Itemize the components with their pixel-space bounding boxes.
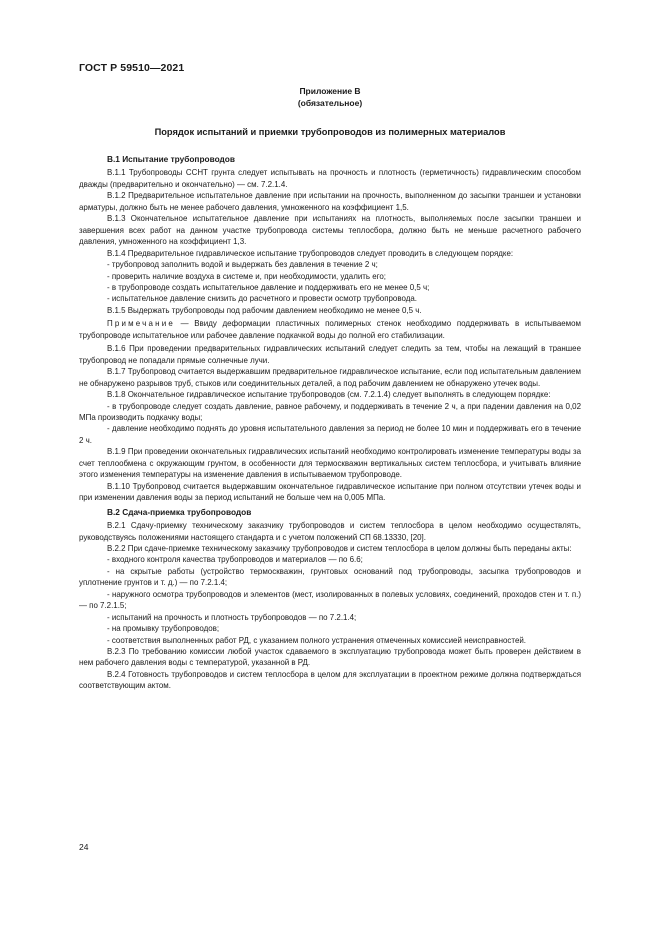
- clause-paragraph: В.2.3 По требованию комиссии любой участок сдаваемого в эксплуатацию трубопровода может быть проверен действием в нем рабочего давления воды с температурой, указанной в РД.: [79, 647, 581, 668]
- appendix-status: (обязательное): [297, 97, 363, 108]
- list-item: - испытаний на прочность и плотность трубопроводов — по 7.2.1.4;: [107, 612, 357, 622]
- list-item: - проверить наличие воздуха в системе и, при необходимости, удалить его;: [107, 271, 386, 281]
- note-label: Примечание: [107, 319, 175, 329]
- clause-paragraph: В.2.4 Готовность трубопроводов и систем теплосбора в целом для эксплуатации в проектном режиме должна подтверждаться соответствующим актом.: [79, 669, 581, 691]
- list-item: - на промывку трубопроводов;: [107, 624, 220, 634]
- list-item: - соответствия выполненных работ РД, с указанием полного устранения отмеченных комиссией неисправностей.: [107, 635, 527, 645]
- clause-paragraph: В.1.7 Трубопровод считается выдержавшим предварительное гидравлическое испытание, если под испытательным давлением не обнаружено разрывов труб, стыков или соединительных деталей, а под рабочим давлением не обнаружено утечек воды.: [79, 367, 581, 388]
- clause-paragraph: В.2.1 Сдачу-приемку техническому заказчику трубопроводов и систем теплосбора в целом необходимо осуществлять, руководствуясь положениями настоящего стандарта и с учетом положений СП 68.13330, [20].: [79, 521, 581, 542]
- sections-container: [79, 154, 581, 692]
- list-item: - на скрытые работы (устройство термоскважин, грунтовых оснований под трубопроводы, засыпка трубопроводов и уплотнение грунтов и т. д.) — по 7.2.1.4;: [79, 566, 581, 588]
- clause-paragraph: В.1.6 При проведении предварительных гидравлических испытаний следует следить за тем, чтобы на лежащий в траншее трубопровод не попадали прямые солнечные лучи.: [79, 344, 581, 365]
- list-item: - наружного осмотра трубопроводов и элементов (мест, изолированных в полевых условиях, соединений, проходов стен и т. п.) — по 7.2.1.5;: [79, 589, 581, 611]
- clause-paragraph: В.1.8 Окончательное гидравлическое испытание трубопроводов (см. 7.2.1.4) следует выполнять в следующем порядке:: [107, 390, 551, 400]
- list-item: - испытательное давление снизить до расчетного и провести осмотр трубопровода.: [107, 294, 417, 304]
- section-heading: В.1 Испытание трубопроводов: [107, 154, 235, 164]
- standard-code: ГОСТ Р 59510—2021: [79, 62, 185, 74]
- page-number: 24: [79, 842, 89, 852]
- clause-paragraph: В.1.2 Предварительное испытательное давление при испытании на прочность, выполненном до засыпки траншеи и установки арматуры, должно быть не менее рабочего давления, умноженного на коэффициент 1,5.: [79, 191, 581, 212]
- clause-paragraph: В.1.10 Трубопровод считается выдержавшим окончательное гидравлическое испытание при полном отсутствии утечек воды и при изменении давления воды за период испытаний не больше чем на 0,005 МПа.: [79, 481, 581, 503]
- appendix-heading: Порядок испытаний и приемки трубопроводов из полимерных материалов: [154, 127, 506, 137]
- clause-paragraph: В.2.2 При сдаче-приемке техническому заказчику трубопроводов и систем теплосбора в целом должны быть переданы акты:: [107, 543, 572, 553]
- page-content: [79, 86, 581, 692]
- list-item: - давление необходимо поднять до уровня испытательного давления за период не более 10 мин и поддерживать его в течение 2 ч.: [79, 424, 581, 445]
- clause-paragraph: В.1.9 При проведении окончательных гидравлических испытаний необходимо контролировать изменение температуры воды за счет теплообмена с окружающим грунтом, в особенности для термоскважин вертикальных систем теплосбора, и учитывать влияние этого изменения температуры на изменение давления в испытываемом трубопроводе.: [79, 447, 581, 480]
- note-text: — Ввиду деформации пластичных полимерных стенок необходимо поддерживать в испытываемом трубопроводе испытательное или рабочее давление подкачкой воды до полной его стабилизации.: [79, 319, 581, 340]
- clause-paragraph: В.1.4 Предварительное гидравлическое испытание трубопроводов следует проводить в следующем порядке:: [107, 248, 514, 258]
- list-item: - входного контроля качества трубопроводов и материалов — по 6.6;: [107, 555, 363, 565]
- clause-paragraph: В.1.1 Трубопроводы ССНТ грунта следует испытывать на прочность и плотность (герметичность) гидравлическим способом дважды (предварительно и окончательно) — см. 7.2.1.4.: [79, 168, 581, 189]
- list-item: - в трубопроводе следует создать давление, равное рабочему, и поддерживать в течение 2 ч, а при падении давления на 0,02 МПа производить подкачку воды;: [79, 401, 581, 422]
- note-paragraph: [79, 318, 581, 341]
- list-item: - в трубопроводе создать испытательное давление и поддерживать его не менее 0,5 ч;: [107, 282, 430, 292]
- clause-paragraph: В.1.3 Окончательное испытательное давление при испытаниях на плотность, выполняемых после засыпки траншеи и завершения всех работ на данном участке трубопровода системы теплосбора, должно быть не меньше расчетного рабочего давления, умноженного на коэффициент 1,3.: [79, 214, 581, 247]
- section-heading: В.2 Сдача-приемка трубопроводов: [107, 506, 252, 517]
- list-item: - трубопровод заполнить водой и выдержать без давления в течение 2 ч;: [107, 260, 378, 270]
- clause-paragraph: В.1.5 Выдержать трубопроводы под рабочим давлением необходимо не менее 0,5 ч.: [107, 305, 422, 315]
- appendix-title: Приложение В: [299, 86, 361, 96]
